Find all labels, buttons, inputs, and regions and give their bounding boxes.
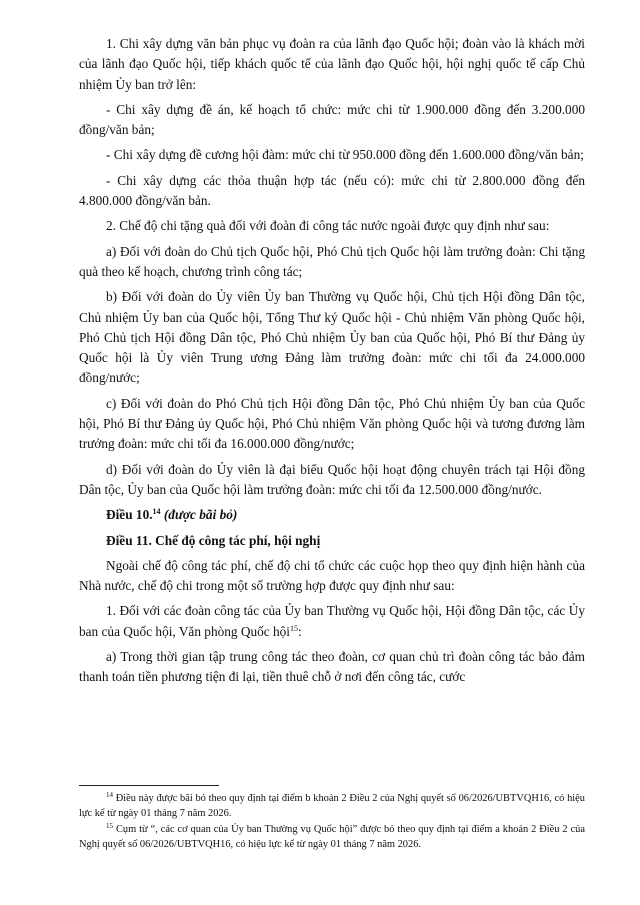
footnote-number: 14 [106, 791, 113, 799]
paragraph: - Chi xây dựng đề án, kế hoạch tổ chức: mức chi từ 1.900.000 đồng đến 3.200.000 đồng/văn bản; [79, 101, 585, 138]
article-10-heading [79, 505, 585, 525]
footnote-15 [79, 823, 585, 852]
footnote-ref-14[interactable]: 14 [152, 507, 161, 517]
footnote-text: Cụm từ “, các cơ quan của Ủy ban Thường vụ Quốc hội” được bỏ theo quy định tại điểm a khoản 2 Điều 2 của Nghị quyết số 06/2026/UBTVQH16, có hiệu lực kể từ ngày 01 tháng 7 năm 2026. [79, 824, 585, 850]
paragraph-tail: : [297, 623, 302, 639]
paragraph: 2. Chế độ chi tặng quà đối với đoàn đi công tác nước ngoài được quy định như sau: [106, 218, 550, 234]
article-11-heading: Điều 11. Chế độ công tác phí, hội nghị [106, 532, 321, 548]
paragraph-text: 1. Đối với các đoàn công tác của Ủy ban Thường vụ Quốc hội, Hội đồng Dân tộc, các Ủy ban của Quốc hội, Văn phòng Quốc hội [79, 603, 585, 639]
paragraph: d) Đối với đoàn do Ủy viên là đại biểu Quốc hội hoạt động chuyên trách tại Hội đồng Dân tộc, Ủy ban của Quốc hội làm trưởng đoàn: mức chi tối đa 12.500.000 đồng/nước. [79, 461, 585, 497]
footnotes-section [79, 785, 585, 854]
paragraph-with-footnote [79, 601, 585, 642]
document-body [79, 34, 585, 693]
paragraph: 1. Chi xây dựng văn bản phục vụ đoàn ra của lãnh đạo Quốc hội; đoàn vào là khách mời của lãnh đạo Quốc hội, tiếp khách quốc tế của lãnh đạo Quốc hội, hội nghị quốc tế cấp Chủ nhiệm Ủy ban trở lên: [79, 36, 585, 92]
paragraph: b) Đối với đoàn do Ủy viên Ủy ban Thường vụ Quốc hội, Chủ tịch Hội đồng Dân tộc, Chủ nhiệm Ủy ban của Quốc hội, Tổng Thư ký Quốc hội - Chủ nhiệm Văn phòng Quốc hội, Phó Chủ tịch Hội đồng Dân tộc, Phó Chủ nhiệm Ủy ban của Quốc hội, Phó Bí thư Đảng ủy Quốc hội là Ủy viên Trung ương Đảng làm trưởng đoàn: mức chi tối đa 24.000.000 đồng/nước; [79, 289, 585, 386]
paragraph: Ngoài chế độ công tác phí, chế độ chi tổ chức các cuộc họp theo quy định hiện hành của Nhà nước, chế độ chi trong một số trường hợp được quy định như sau: [79, 557, 585, 594]
paragraph: a) Đối với đoàn do Chủ tịch Quốc hội, Phó Chủ tịch Quốc hội làm trưởng đoàn: Chi tặng quà theo kế hoạch, chương trình công tác; [79, 243, 585, 279]
footnote-text: Điều này được bãi bỏ theo quy định tại điểm b khoản 2 Điều 2 của Nghị quyết số 06/2026/UBTVQH16, có hiệu lực kể từ ngày 01 tháng 7 năm 2026. [79, 793, 585, 819]
article-10-note: (được bãi bỏ) [163, 507, 238, 523]
paragraph: a) Trong thời gian tập trung công tác theo đoàn, cơ quan chủ trì đoàn công tác bảo đảm thanh toán tiền phương tiện đi lại, tiền thuê chỗ ở nơi đến công tác, cước [79, 649, 585, 685]
footnote-14 [79, 792, 585, 821]
paragraph: c) Đối với đoàn do Phó Chủ tịch Hội đồng Dân tộc, Phó Chủ nhiệm Ủy ban của Quốc hội, Phó Bí thư Đảng ủy Quốc hội, Phó Chủ nhiệm Văn phòng Quốc hội và tương đương làm trưởng đoàn: mức chi tối đa 16.000.000 đồng/nước; [79, 395, 585, 452]
paragraph: - Chi xây dựng đề cương hội đàm: mức chi từ 950.000 đồng đến 1.600.000 đồng/văn bản; [106, 147, 584, 163]
footnote-ref-15[interactable]: 15 [289, 623, 298, 633]
article-10-title: Điều 10. [106, 507, 153, 523]
footnote-divider [79, 785, 219, 786]
footnote-number: 15 [106, 822, 113, 830]
paragraph: - Chi xây dựng các thỏa thuận hợp tác (nếu có): mức chi từ 2.800.000 đồng đến 4.800.000 đồng/văn bản. [79, 172, 585, 209]
